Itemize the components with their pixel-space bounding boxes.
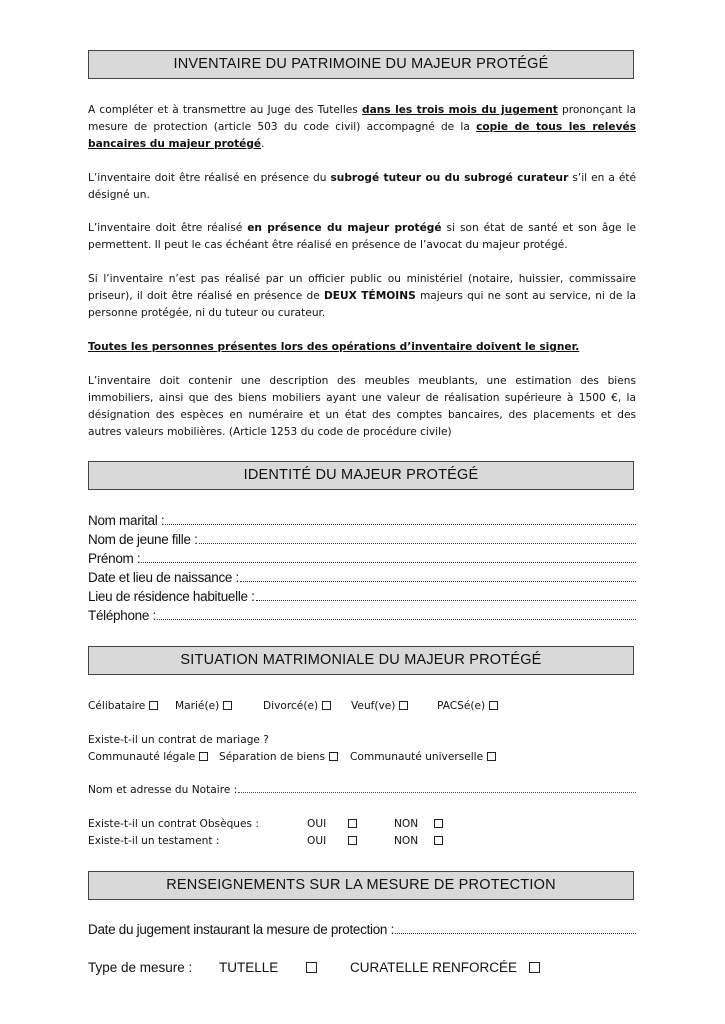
checkbox-icon[interactable] [489, 701, 498, 710]
intro-paragraph-presence: L’inventaire doit être réalisé en présence du majeur protégé si son état de santé et son âge le permettent. Il peut le cas échéant être réalisé en présence de l’avocat du majeur protégé. [88, 222, 637, 251]
nom-marital-label: Nom marital : [88, 513, 165, 528]
testament-oui[interactable]: OUI [307, 833, 357, 850]
nom-marital-field[interactable] [88, 513, 636, 532]
nom-marital-input-line[interactable] [165, 514, 636, 525]
obseques-non[interactable]: NON [394, 816, 443, 833]
checkbox-icon[interactable] [322, 701, 331, 710]
lieu-residence-input-line[interactable] [256, 590, 636, 601]
notaire-field[interactable] [88, 783, 636, 802]
testament-non[interactable]: NON [394, 833, 443, 850]
lieu-residence-label: Lieu de résidence habituelle : [88, 589, 255, 604]
statut-divorce[interactable]: Divorcé(e) [263, 698, 331, 715]
nom-jeune-fille-label: Nom de jeune fille : [88, 532, 198, 547]
checkbox-icon[interactable] [348, 819, 357, 828]
checkbox-icon[interactable] [348, 836, 357, 845]
obseques-label: Existe-t-il un contrat Obsèques : [88, 818, 260, 830]
regime-separation-biens[interactable]: Séparation de biens [219, 749, 338, 766]
prenom-input-line[interactable] [141, 552, 636, 563]
identite-section-title: IDENTITÉ DU MAJEUR PROTÉGÉ [88, 461, 634, 490]
mesure-section-title: RENSEIGNEMENTS SUR LA MESURE DE PROTECTION [88, 871, 634, 900]
date-lieu-naissance-field[interactable] [88, 570, 636, 589]
checkbox-icon[interactable] [199, 752, 208, 761]
obseques-oui[interactable]: OUI [307, 816, 357, 833]
date-lieu-naissance-input-line[interactable] [240, 571, 636, 582]
intro-paragraph-temoins: Si l’inventaire n’est pas réalisé par un officier public ou ministériel (notaire, huissier, commissaire priseur), il doit être réalisé en présence de DEUX TÉMOINS majeurs qui ne sont au service, ni de la personne protégée, ni du tuteur ou curateur. [88, 273, 636, 319]
checkbox-icon[interactable] [329, 752, 338, 761]
testament-label: Existe-t-il un testament : [88, 835, 220, 847]
notaire-input-line[interactable] [238, 783, 636, 793]
notaire-label: Nom et adresse du Notaire : [88, 784, 238, 796]
telephone-input-line[interactable] [157, 609, 636, 620]
mesure-tutelle[interactable]: TUTELLE [219, 960, 317, 980]
checkbox-icon[interactable] [434, 819, 443, 828]
statut-veuf[interactable]: Veuf(ve) [351, 698, 408, 715]
mesure-curatelle-renforcee[interactable]: CURATELLE RENFORCÉE [350, 960, 540, 980]
nom-jeune-fille-input-line[interactable] [199, 533, 636, 544]
telephone-label: Téléphone : [88, 608, 157, 623]
statut-marie[interactable]: Marié(e) [175, 698, 232, 715]
checkbox-icon[interactable] [223, 701, 232, 710]
checkbox-icon[interactable] [434, 836, 443, 845]
regime-communaute-legale[interactable]: Communauté légale [88, 749, 208, 766]
date-jugement-label: Date du jugement instaurant la mesure de protection : [88, 922, 395, 937]
statut-celibataire[interactable]: Célibataire [88, 698, 158, 715]
prenom-label: Prénom : [88, 551, 141, 566]
date-lieu-naissance-label: Date et lieu de naissance : [88, 570, 239, 585]
checkbox-icon[interactable] [529, 962, 540, 973]
checkbox-icon[interactable] [487, 752, 496, 761]
inventaire-section-title: INVENTAIRE DU PATRIMOINE DU MAJEUR PROTÉGÉ [88, 50, 634, 79]
telephone-field[interactable] [88, 608, 636, 627]
date-jugement-input-line[interactable] [395, 923, 636, 934]
intro-paragraph-subroge: L’inventaire doit être réalisé en présence du subrogé tuteur ou du subrogé curateur s’il en a été désigné un. [88, 172, 637, 201]
prenom-field[interactable] [88, 551, 636, 570]
intro-paragraph-signature: Toutes les personnes présentes lors des opérations d’inventaire doivent le signer. [88, 341, 580, 353]
lieu-residence-field[interactable] [88, 589, 636, 608]
intro-paragraph-contenu: L’inventaire doit contenir une description des meubles meublants, une estimation des biens immobiliers, ainsi que des biens mobiliers ayant une valeur de réalisation supérieure à 1500 €, la désignation des espèces en numéraire et un état des comptes bancaires, des placements et des autres valeurs mobilières. (Article 1253 du code de procédure civile) [88, 375, 636, 438]
date-jugement-field[interactable] [88, 922, 636, 943]
intro-paragraph-deadline: A compléter et à transmettre au Juge des Tutelles dans les trois mois du jugement prononçant la mesure de protection (article 503 du code civil) accompagné de la copie de tous les relevés bancaires du majeur protégé. [88, 104, 637, 150]
checkbox-icon[interactable] [149, 701, 158, 710]
situation-section-title: SITUATION MATRIMONIALE DU MAJEUR PROTÉGÉ [88, 646, 634, 675]
checkbox-icon[interactable] [399, 701, 408, 710]
contrat-mariage-question: Existe-t-il un contrat de mariage ? [88, 734, 269, 746]
statut-pacse[interactable]: PACSé(e) [437, 698, 498, 715]
regime-communaute-universelle[interactable]: Communauté universelle [350, 749, 496, 766]
checkbox-icon[interactable] [306, 962, 317, 973]
nom-jeune-fille-field[interactable] [88, 532, 636, 551]
type-mesure-label: Type de mesure : [88, 960, 193, 975]
